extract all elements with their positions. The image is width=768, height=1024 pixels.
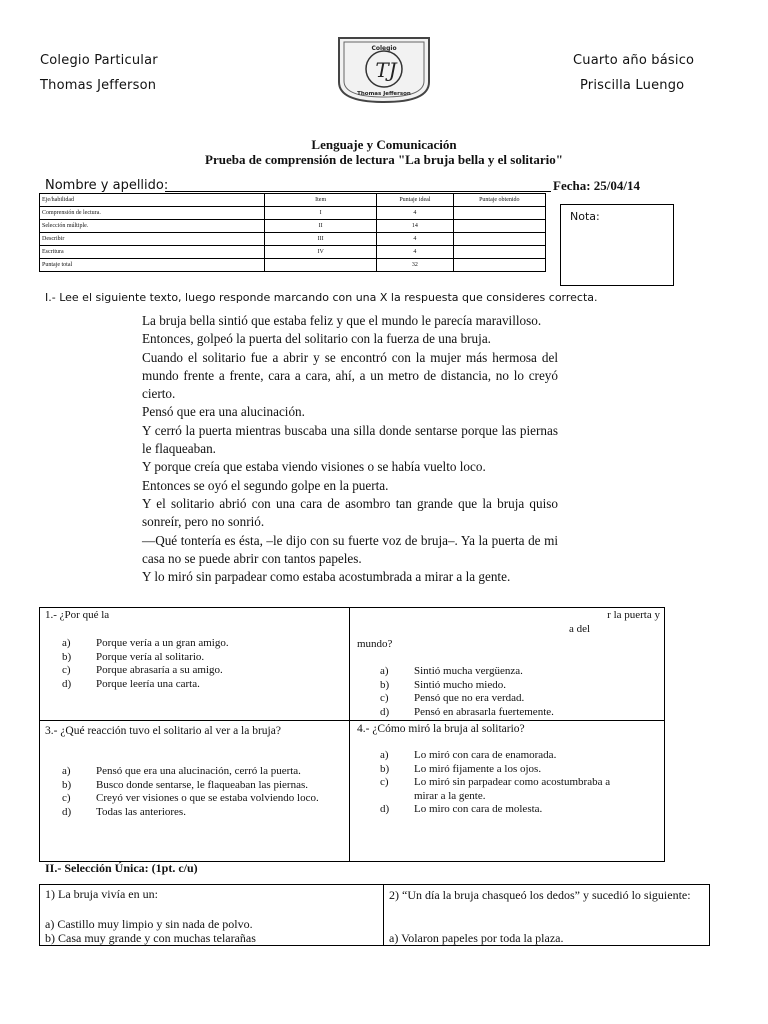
cell-skill: Puntaje total bbox=[40, 259, 265, 272]
option-text: Porque abrasaría a su amigo. bbox=[96, 664, 223, 676]
question-box-2 bbox=[349, 607, 665, 721]
cell-obtained[interactable] bbox=[453, 233, 545, 246]
option[interactable] bbox=[350, 776, 660, 803]
option-letter: d) bbox=[62, 677, 72, 690]
reading-paragraph: Y lo miró sin parpadear como estaba acostumbrada a mirar a la gente. bbox=[142, 569, 511, 585]
instruction-1: I.- Lee el siguiente texto, luego responde marcando con una X la respuesta que consideres correcta. bbox=[45, 291, 598, 304]
cell-ideal: 4 bbox=[377, 246, 453, 259]
question-box-1 bbox=[39, 607, 350, 721]
option[interactable] bbox=[350, 803, 660, 817]
logo-initials: TJ bbox=[375, 58, 397, 82]
option[interactable] bbox=[350, 665, 554, 679]
option-letter: b) bbox=[62, 778, 72, 791]
reading-paragraph: —Qué tontería es ésta, –le dijo con su fuerte voz de bruja–. Ya la puerta de mi casa no se puede abrir con tantos papeles. bbox=[142, 532, 558, 566]
option-text: Lo miró con cara de enamorada. bbox=[414, 749, 557, 761]
option-text: Sintió mucho miedo. bbox=[414, 678, 506, 691]
cell-obtained[interactable] bbox=[453, 246, 545, 259]
question-4-options bbox=[350, 749, 660, 817]
date-label: Fecha: 25/04/14 bbox=[553, 178, 641, 193]
option-letter: d) bbox=[380, 705, 390, 718]
question-1-options bbox=[40, 637, 229, 691]
option-text: Porque vería al solitario. bbox=[96, 650, 205, 663]
option-letter: d) bbox=[380, 803, 390, 815]
section-2-title: II.- Selección Única: (1pt. c/u) bbox=[45, 861, 198, 875]
subject-title: Lenguaje y Comunicación bbox=[311, 137, 457, 152]
question-3-stem: 3.- ¿Qué reacción tuvo el solitario al ver a la bruja? bbox=[45, 725, 281, 737]
option[interactable] bbox=[40, 664, 229, 678]
option-letter: c) bbox=[380, 776, 389, 788]
cell-item: II bbox=[265, 220, 377, 233]
col-header-skill: Eje/habilidad bbox=[40, 194, 265, 207]
option[interactable] bbox=[40, 651, 229, 665]
option[interactable] bbox=[40, 806, 345, 820]
name-label: Nombre y apellido: bbox=[45, 178, 169, 193]
cell-skill: Describir bbox=[40, 233, 265, 246]
cell-ideal: 4 bbox=[377, 233, 453, 246]
option-letter: b) bbox=[62, 650, 72, 663]
table-row bbox=[40, 246, 546, 259]
cell-obtained[interactable] bbox=[453, 220, 545, 233]
cell-ideal: 14 bbox=[377, 220, 453, 233]
option-text: Porque leería una carta. bbox=[96, 677, 200, 690]
cell-skill: Selección múltiple. bbox=[40, 220, 265, 233]
option-letter: a) bbox=[62, 637, 71, 649]
reading-paragraph: Cuando el solitario fue a abrir y se encontró con la mujer más hermosa del mundo frente a frente, cara a cara, ahí, a un metro de distancia, no lo creyó cierto. bbox=[142, 349, 558, 402]
question-3-options bbox=[40, 765, 345, 819]
s2-q2-stem: 2) “Un día la bruja chasqueó los dedos” y sucedió lo siguiente: bbox=[389, 888, 691, 902]
grades-table bbox=[39, 193, 546, 272]
reading-paragraph: Entonces, golpeó la puerta del solitario con la fuerza de una bruja. bbox=[142, 331, 491, 347]
option-text: Porque vería a un gran amigo. bbox=[96, 637, 229, 649]
question-box-4 bbox=[349, 720, 665, 862]
name-line[interactable] bbox=[165, 191, 551, 192]
option-letter: d) bbox=[62, 805, 72, 818]
reading-passage bbox=[142, 312, 558, 586]
reading-paragraph: La bruja bella sintió que estaba feliz y que el mundo le parecía maravilloso. bbox=[142, 313, 542, 328]
cell-item: I bbox=[265, 207, 377, 220]
grade-box-label: Nota: bbox=[570, 210, 600, 223]
option-letter: c) bbox=[62, 664, 71, 676]
col-header-obtained: Puntaje obtenido bbox=[453, 194, 545, 207]
option-letter: b) bbox=[380, 762, 390, 775]
question-2-stem-tail-1: r la puerta y bbox=[607, 609, 660, 621]
option[interactable] bbox=[350, 763, 660, 777]
grades-header-row bbox=[40, 194, 546, 207]
option-letter: a) bbox=[62, 765, 71, 777]
logo-bottom-text: Thomas Jefferson bbox=[357, 91, 411, 97]
option-text: Lo miró fijamente a los ojos. bbox=[414, 762, 542, 775]
s2-q1-option-a[interactable]: a) Castillo muy limpio y sin nada de polvo. bbox=[45, 917, 253, 931]
test-title: Prueba de comprensión de lectura "La bruja bella y el solitario" bbox=[205, 152, 563, 167]
reading-paragraph: Y cerró la puerta mientras buscaba una silla donde sentarse porque las piernas le flaqueaban. bbox=[142, 422, 558, 457]
cell-obtained[interactable] bbox=[453, 207, 545, 220]
cell-skill: Escritura bbox=[40, 246, 265, 259]
table-row bbox=[40, 220, 546, 233]
teacher-name: Priscilla Luengo bbox=[580, 78, 685, 93]
s2-q1-stem: 1) La bruja vivía en un: bbox=[45, 887, 158, 901]
option-text: Pensó que no era verdad. bbox=[414, 692, 525, 704]
question-4-stem: 4.- ¿Cómo miró la bruja al solitario? bbox=[357, 723, 525, 735]
reading-paragraph: Pensó que era una alucinación. bbox=[142, 404, 305, 420]
option-letter: a) bbox=[380, 665, 389, 677]
option-text: Lo miró sin parpadear como acostumbraba a mirar a la gente. bbox=[414, 776, 611, 802]
s2-q1-option-b[interactable]: b) Casa muy grande y con muchas telarañas bbox=[45, 931, 256, 945]
option-text: Creyó ver visiones o que se estaba volviendo loco. bbox=[96, 792, 319, 804]
option[interactable] bbox=[40, 779, 345, 793]
question-2-options bbox=[350, 665, 554, 719]
option-text: Todas las anteriores. bbox=[96, 805, 186, 818]
cell-ideal: 4 bbox=[377, 207, 453, 220]
section-2-question-1 bbox=[39, 884, 384, 946]
grade-level: Cuarto año básico bbox=[573, 53, 695, 68]
reading-paragraph: Entonces se oyó el segundo golpe en la puerta. bbox=[142, 477, 389, 493]
question-1-stem: 1.- ¿Por qué la bbox=[45, 609, 110, 621]
option-text: Pensó en abrasarla fuertemente. bbox=[414, 705, 554, 718]
section-2-question-2 bbox=[383, 884, 710, 946]
col-header-item: Item bbox=[265, 194, 377, 207]
option-text: Busco donde sentarse, le flaqueaban las piernas. bbox=[96, 778, 308, 791]
question-box-3 bbox=[39, 720, 350, 862]
option-letter: c) bbox=[62, 792, 71, 804]
option[interactable] bbox=[40, 637, 229, 651]
reading-paragraph: Y el solitario abrió con una cara de asombro tan grande que la bruja quiso sonreír, pero no sonrió. bbox=[142, 495, 558, 530]
s2-q2-option-a[interactable]: a) Volaron papeles por toda la plaza. bbox=[389, 931, 564, 945]
option-text: Sintió mucha vergüenza. bbox=[414, 665, 523, 677]
question-2-stem-tail-2: a del bbox=[569, 623, 591, 635]
option-letter: c) bbox=[380, 692, 389, 704]
table-row bbox=[40, 207, 546, 220]
option-text: Pensó que era una alucinación, cerró la puerta. bbox=[96, 765, 301, 777]
table-row bbox=[40, 259, 546, 272]
option[interactable] bbox=[350, 692, 554, 706]
school-logo bbox=[337, 36, 431, 104]
table-row bbox=[40, 233, 546, 246]
option-letter: a) bbox=[380, 749, 389, 761]
cell-obtained[interactable] bbox=[453, 259, 545, 272]
cell-skill: Comprensión de lectura. bbox=[40, 207, 265, 220]
school-line-1: Colegio Particular bbox=[40, 53, 158, 68]
option[interactable] bbox=[40, 792, 345, 806]
option[interactable] bbox=[350, 706, 554, 720]
option[interactable] bbox=[40, 765, 345, 779]
option[interactable] bbox=[350, 749, 660, 763]
reading-paragraph: Y porque creía que estaba viendo visiones o se había vuelto loco. bbox=[142, 459, 486, 475]
cell-item: III bbox=[265, 233, 377, 246]
col-header-ideal: Puntaje ideal bbox=[377, 194, 453, 207]
cell-item bbox=[265, 259, 377, 272]
option-letter: b) bbox=[380, 678, 390, 691]
school-line-2: Thomas Jefferson bbox=[40, 78, 157, 93]
question-2-stem-tail-3: mundo? bbox=[357, 638, 393, 650]
option-text: Lo miro con cara de molesta. bbox=[414, 803, 543, 815]
option[interactable] bbox=[350, 679, 554, 693]
cell-ideal: 32 bbox=[377, 259, 453, 272]
grade-box[interactable] bbox=[560, 204, 674, 286]
logo-top-text: Colegio bbox=[371, 45, 397, 52]
option[interactable] bbox=[40, 678, 229, 692]
cell-item: IV bbox=[265, 246, 377, 259]
